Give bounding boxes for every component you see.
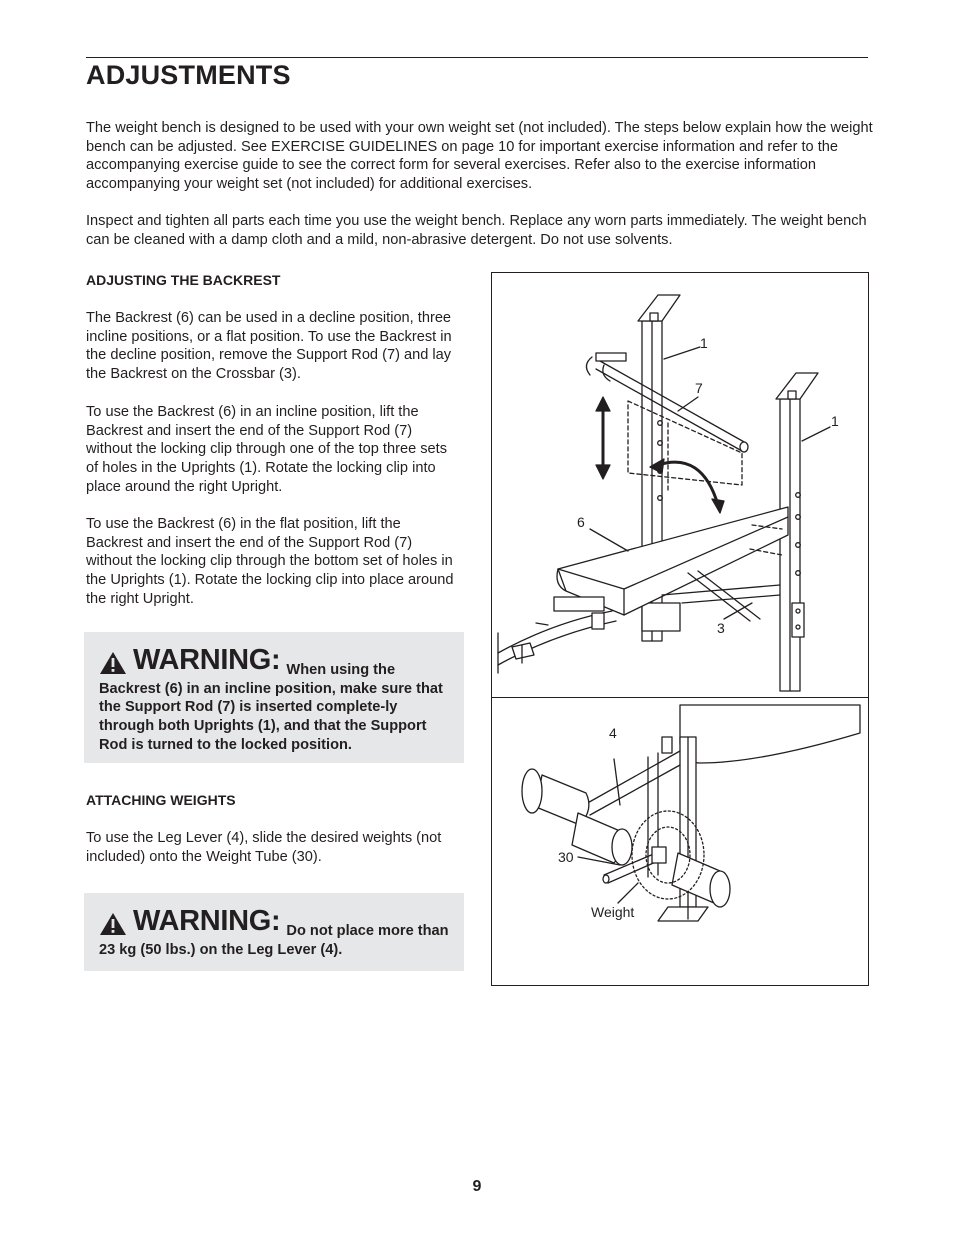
leg-lever-illustration [492,697,870,987]
warning-text: When using the Backrest (6) in an incline position, make sure that the Support Rod (7) is inserted complete-ly through both Uprights (1), and that the Support Rod is turned to the locked position. [99,662,443,753]
backrest-illustration [492,273,870,697]
backrest-paragraph-1: The Backrest (6) can be used in a decline position, three incline positions, or a flat position. To use the Backrest in the decline position, remove the Support Rod (7) and lay the Backrest on the Crossbar (3). [86,310,452,383]
assembly-figure [491,272,869,986]
intro-paragraph-2: Inspect and tighten all parts each time you use the weight bench. Replace any worn parts immediately. The weight bench can be cleaned with a damp cloth and a mild, non-abrasive detergent. Do not use solvents. [86,213,867,248]
intro-paragraph-1: The weight bench is designed to be used with your own weight set (not included). The steps below explain how the weight bench can be adjusted. See EXERCISE GUIDELINES on page 10 for important exercise information and refer to the accompanying exercise guide to see the correct form for several exercises. Refer also to the exercise information accompanying your weight set (not included) for additional exercises. [86,120,873,193]
front-frame [498,597,616,673]
warning-triangle-icon [99,651,127,675]
roller-pads [522,769,730,907]
up-down-arrow-icon [596,397,610,479]
warning-label: WARNING: [133,905,281,937]
warning-label: WARNING: [133,644,281,676]
weights-heading: ATTACHING WEIGHTS [86,792,236,808]
backrest-heading: ADJUSTING THE BACKREST [86,272,281,288]
warning-triangle-icon [99,912,127,936]
warning-box-backrest [84,632,464,763]
page-title: ADJUSTMENTS [86,60,291,90]
callout-leg-lever: 4 [609,725,617,741]
backrest-paragraph-2: To use the Backrest (6) in an incline position, lift the Backrest and insert the end of the Support Rod (7) without the locking clip through one of the top three sets of holes in the Uprights (1). Rotate the locking clip into place around the right Upright. [86,404,448,495]
weights-paragraph-1: To use the Leg Lever (4), slide the desired weights (not included) onto the Weight Tube (30). [86,830,442,865]
warning-box-weights [84,893,464,971]
callout-crossbar: 3 [717,620,725,636]
callout-weight: Weight [591,904,635,920]
callout-upright-right: 1 [831,413,839,429]
page-number: 9 [472,1178,482,1195]
callout-support-rod: 7 [695,380,703,396]
support-rod [586,353,748,452]
callout-weight-tube: 30 [558,849,574,865]
warning-text: Do not place more than 23 kg (50 lbs.) on the Leg Lever (4). [99,923,449,958]
backrest-paragraph-3: To use the Backrest (6) in the flat position, lift the Backrest and insert the end of the Support Rod (7) without the locking clip through the bottom set of holes in the Uprights (1). Rotate the locking clip into place around the right Upright. [86,516,454,607]
callout-upright-left: 1 [700,335,708,351]
callout-backrest: 6 [577,514,585,530]
header-rule [86,57,868,58]
